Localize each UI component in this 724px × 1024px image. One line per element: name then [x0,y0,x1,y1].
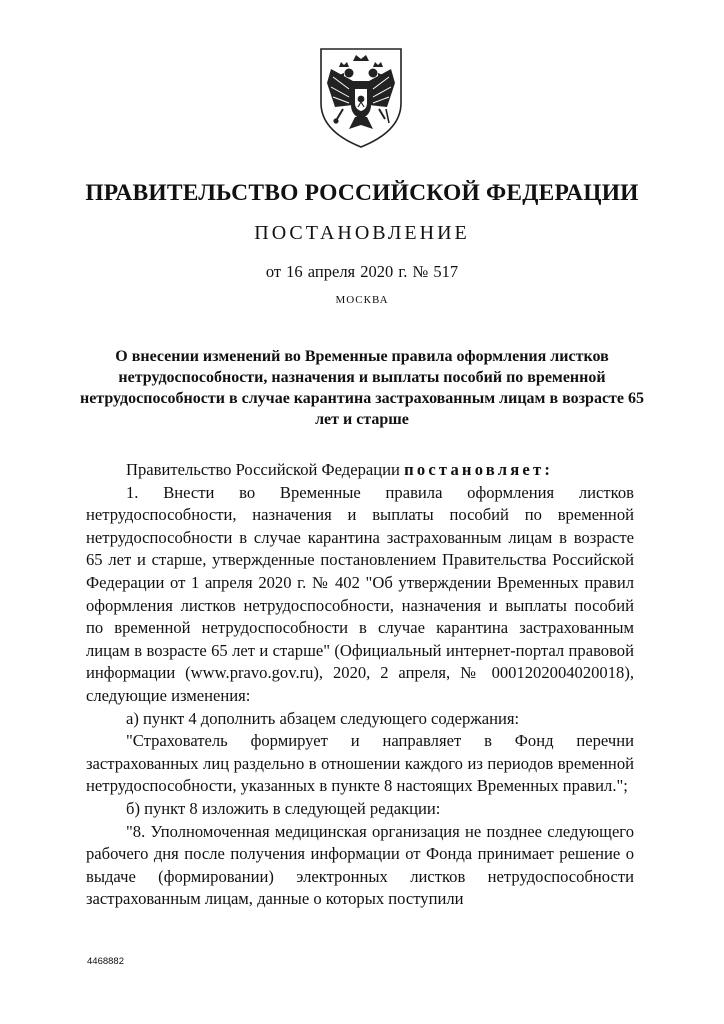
intro-verb: постановляет: [404,460,554,479]
document-type: ПОСТАНОВЛЕНИЕ [254,222,470,244]
body-paragraph: 1. Внести во Временные правила оформления листков нетрудоспособности, назначения и выплаты пособий по временной нетрудоспособности в случае карантина застрахованным лицам в возрасте 65 лет и старше, утвержденные постановлением Правительства Российской Федерации от 1 апреля 2020 г. № 402 "Об утверждении Временных правил оформления листков нетрудоспособности, назначения и выплаты пособий по временной нетрудоспособности в случае карантина застрахованным лицам в возрасте 65 лет и старше" (Официальный интернет-портал правовой информации (www.pravo.gov.ru), 2020, 2 апреля, № 0001202004020018), следующие изменения: [86,482,634,705]
document-heading: О внесении изменений во Временные правила оформления листков нетрудоспособности, назначения и выплаты пособий по временной нетрудоспособности в случае карантина застрахованным лицам в возрасте 65 лет и старше [79,348,645,428]
body-paragraph-intro [86,459,634,482]
document-body [86,459,634,911]
document-code: 4468882 [87,956,124,967]
body-paragraph: "Страхователь формирует и направляет в Фонд перечни застрахованных лиц раздельно в отношении каждого из периодов временной нетрудоспособности, указанных в пункте 8 настоящих Временных правил."; [86,731,634,796]
body-paragraph: а) пункт 4 дополнить абзацем следующего содержания: [126,708,520,728]
russian-coat-of-arms-icon [313,45,409,151]
government-title: ПРАВИТЕЛЬСТВО РОССИЙСКОЙ ФЕДЕРАЦИИ [85,180,639,206]
document-date-number: от 16 апреля 2020 г. № 517 [265,262,459,281]
intro-subject: Правительство Российской Федерации [126,460,405,479]
document-city: МОСКВА [335,294,389,306]
body-paragraph: б) пункт 8 изложить в следующей редакции: [126,798,441,818]
body-paragraph: "8. Уполномоченная медицинская организация не позднее следующего рабочего дня после получения информации от Фонда принимает решение о выдаче (формировании) электронных листков нетрудоспособности застрахованным лицам, данные о которых поступили [86,821,634,909]
